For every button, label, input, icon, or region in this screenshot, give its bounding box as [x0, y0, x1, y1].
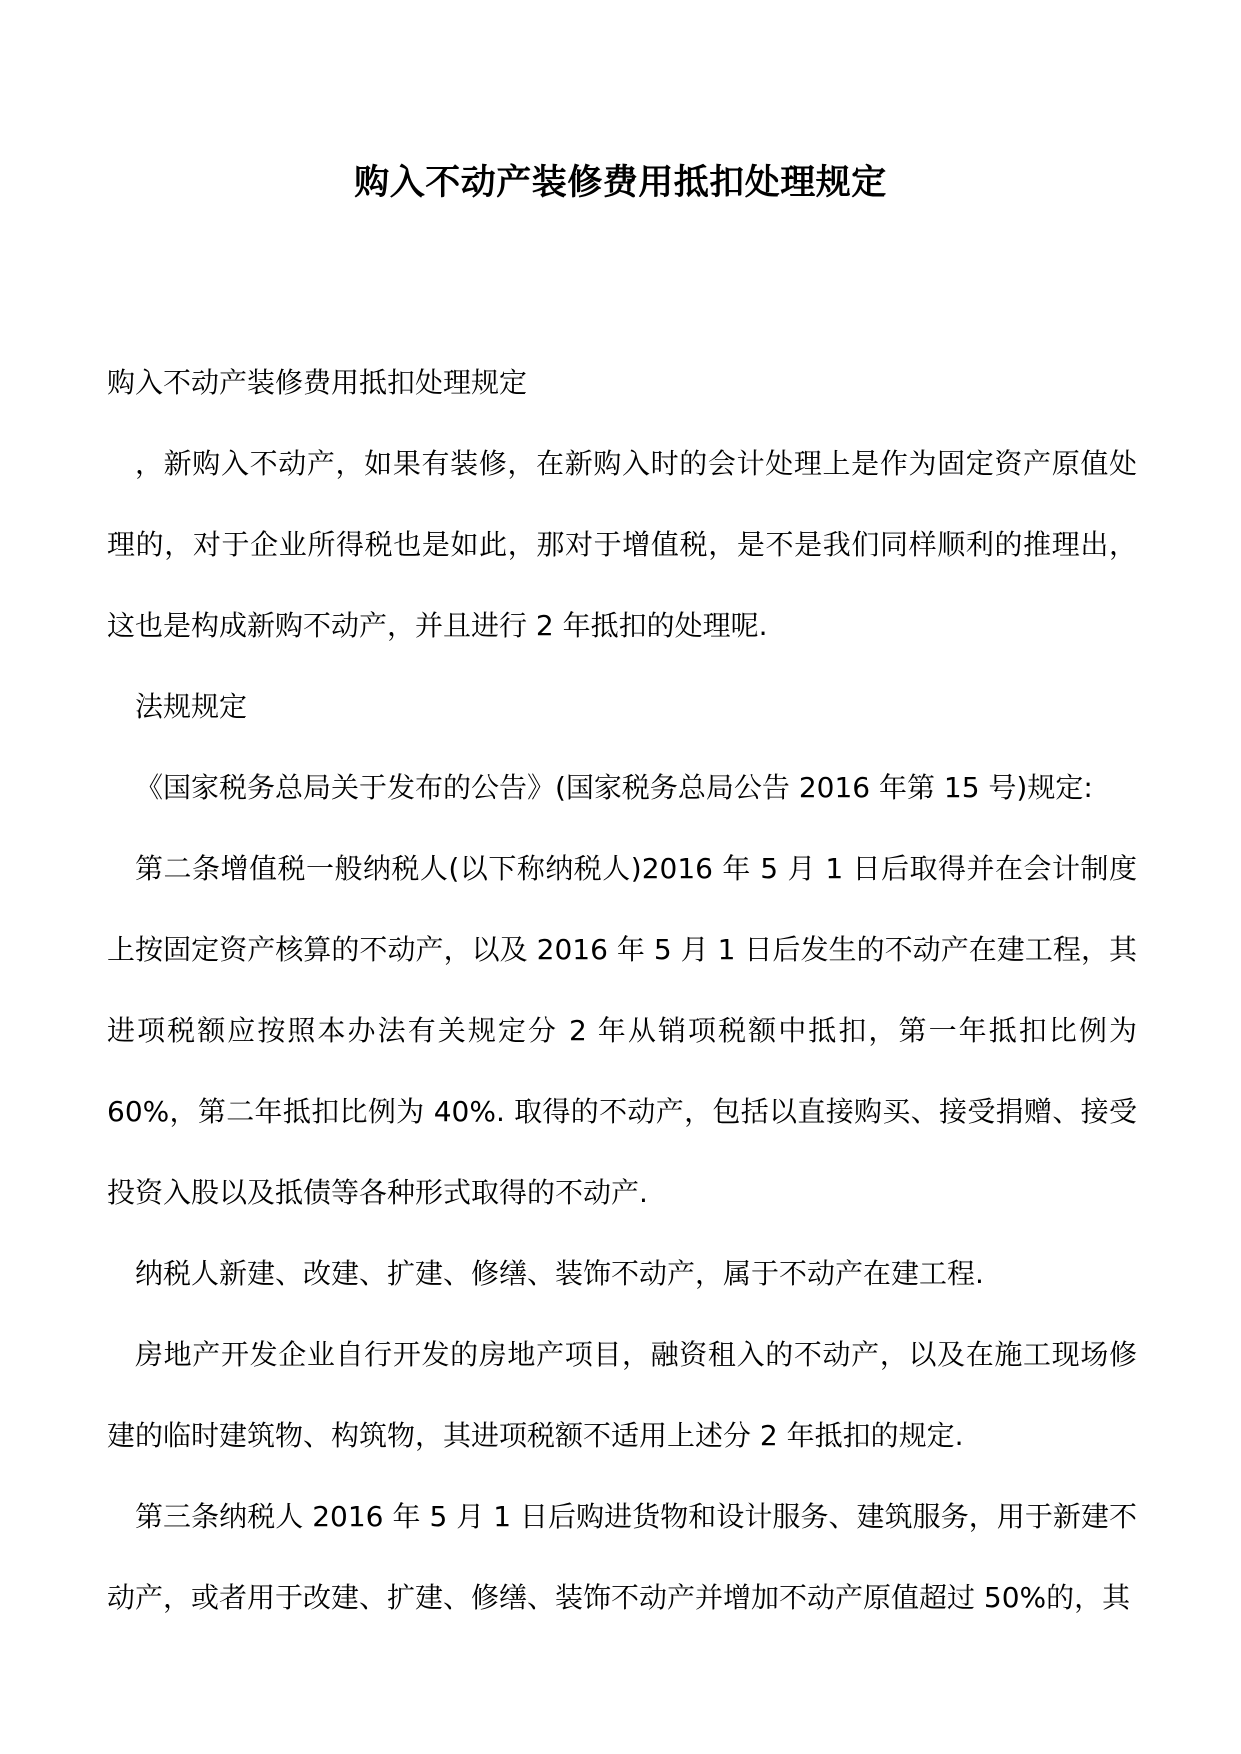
- paragraph-subtitle: 购入不动产装修费用抵扣处理规定: [107, 366, 528, 399]
- paragraph-real-estate: 房地产开发企业自行开发的房地产项目，融资租入的不动产，以及在施工现场修建的临时建筑物、构筑物，其进项税额不适用上述分 2 年抵扣的规定.: [107, 1338, 1137, 1452]
- paragraph-construction: 纳税人新建、改建、扩建、修缮、装饰不动产，属于不动产在建工程.: [135, 1257, 984, 1290]
- paragraph-article-2: 第二条增值税一般纳税人(以下称纳税人)2016 年 5 月 1 日后取得并在会计制度上按固定资产核算的不动产，以及 2016 年 5 月 1 日后发生的不动产在建工程，其进项税额应按照本办法有关规定分 2 年从销项税额中抵扣，第一年抵扣比例为 60%，第二年抵扣比例为 40%. 取得的不动产，包括以直接购买、接受捐赠、接受投资入股以及抵债等各种形式取得的不动产.: [107, 852, 1137, 1209]
- paragraph-heading-regulation: 法规规定: [135, 690, 248, 723]
- document-body: [107, 342, 1137, 1638]
- paragraph-intro: ，新购入不动产，如果有装修，在新购入时的会计处理上是作为固定资产原值处理的，对于企业所得税也是如此，那对于增值税，是不是我们同样顺利的推理出，这也是构成新购不动产，并且进行 2 年抵扣的处理呢.: [107, 447, 1137, 642]
- page-title: 购入不动产装修费用抵扣处理规定: [354, 163, 887, 203]
- paragraph-article-3: 第三条纳税人 2016 年 5 月 1 日后购进货物和设计服务、建筑服务，用于新建不动产，或者用于改建、扩建、修缮、装饰不动产并增加不动产原值超过 50%的，其: [107, 1500, 1137, 1614]
- paragraph-announcement: 《国家税务总局关于发布的公告》(国家税务总局公告 2016 年第 15 号)规定:: [135, 771, 1093, 804]
